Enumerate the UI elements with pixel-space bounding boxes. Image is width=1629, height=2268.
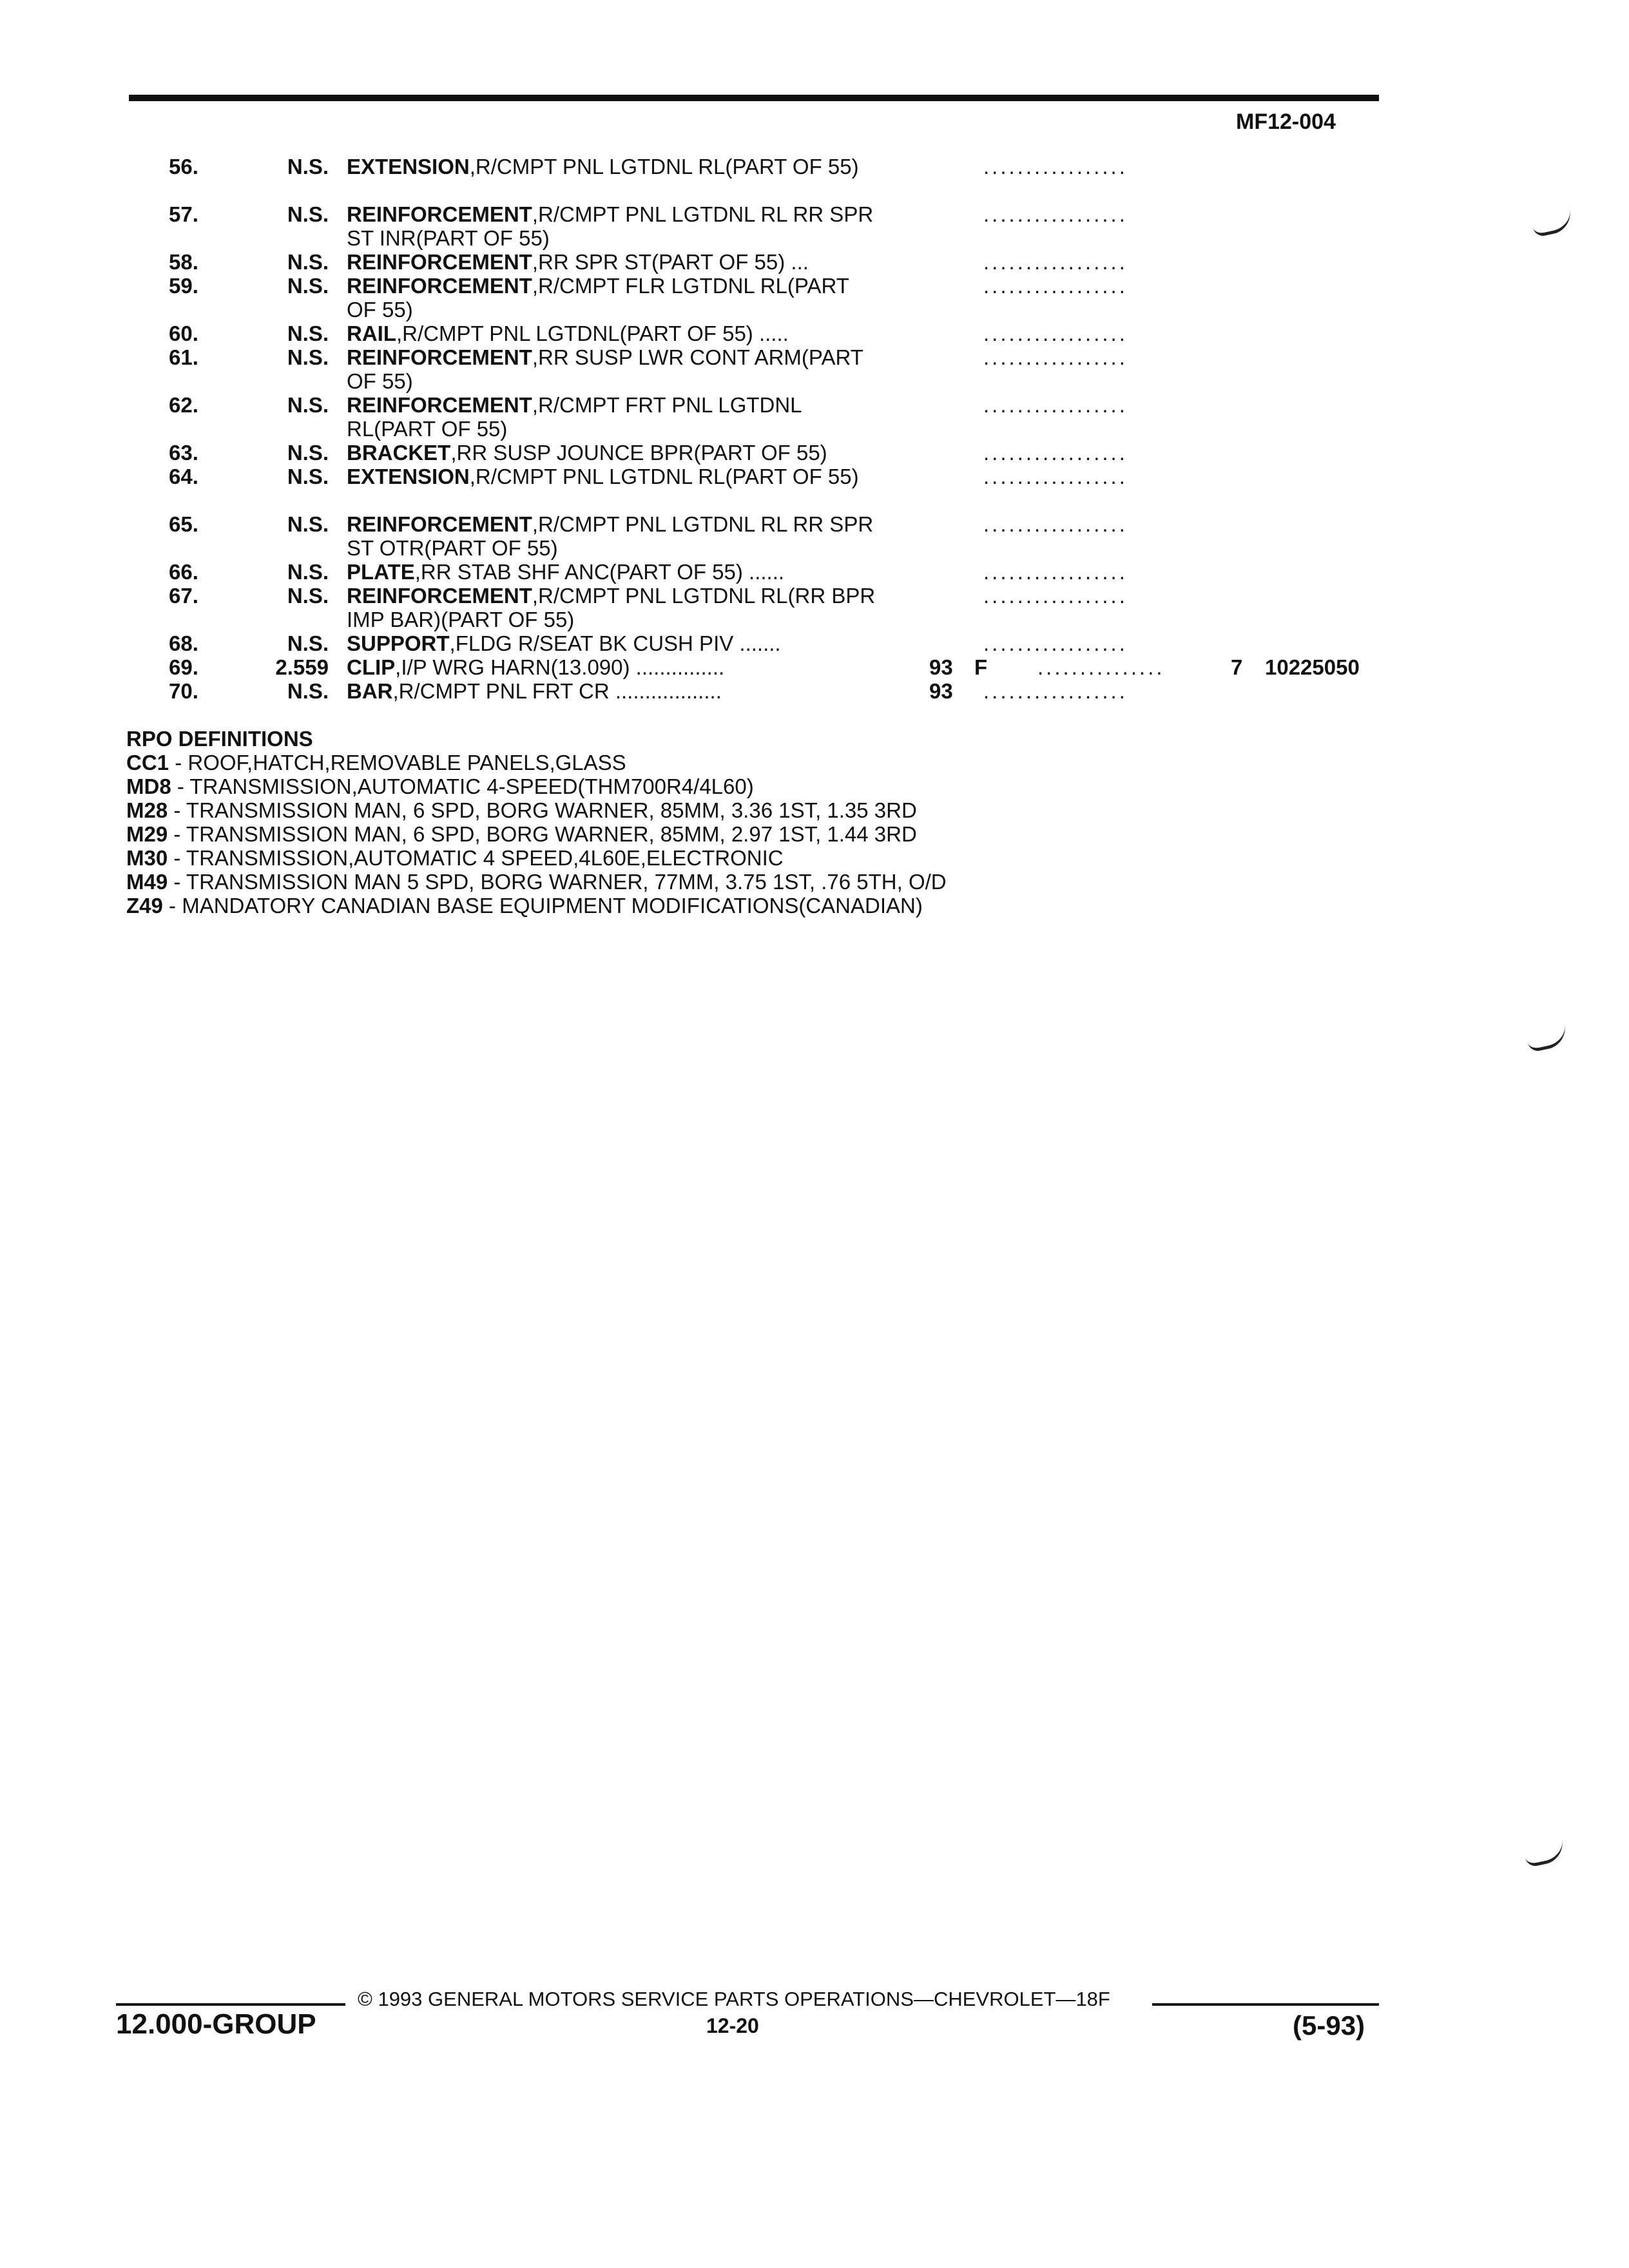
- item-quantity: N.S.: [287, 155, 329, 178]
- part-number: 10225050: [1265, 655, 1360, 679]
- rpo-line: [126, 870, 947, 894]
- leader-dots: .................: [983, 322, 1128, 345]
- leader-dots: .................: [983, 584, 1128, 608]
- item-detail: ,I/P WRG HARN(13.090) ...............: [395, 655, 725, 679]
- leader-dots: .................: [983, 274, 1128, 298]
- item-name: REINFORCEMENT: [347, 250, 532, 274]
- part-row: [0, 631, 1629, 655]
- item-description: [347, 655, 882, 679]
- item-number: 68.: [169, 631, 198, 655]
- leader-dots: .................: [983, 679, 1128, 703]
- leader-dots: .................: [983, 345, 1128, 369]
- part-row: [0, 679, 1629, 703]
- item-description: [347, 345, 882, 393]
- item-description: [347, 274, 882, 322]
- item-quantity: N.S.: [287, 631, 329, 655]
- rpo-code: M28: [126, 798, 168, 822]
- item-quantity: N.S.: [287, 465, 329, 488]
- item-detail: ,RR SPR ST(PART OF 55) ...: [532, 250, 809, 274]
- item-number: 66.: [169, 560, 198, 584]
- leader-dots: ...............: [1037, 655, 1165, 679]
- item-name: BAR: [347, 679, 393, 703]
- item-quantity: N.S.: [287, 679, 329, 703]
- item-quantity: N.S.: [287, 345, 329, 369]
- item-name: RAIL: [347, 322, 396, 345]
- item-description: [347, 322, 882, 345]
- leader-dots: .................: [983, 155, 1128, 178]
- item-code: 7: [1231, 655, 1243, 679]
- item-name: SUPPORT: [347, 631, 450, 655]
- rpo-text: - MANDATORY CANADIAN BASE EQUIPMENT MODIFICATIONS(CANADIAN): [162, 894, 923, 918]
- item-number: 57.: [169, 202, 198, 226]
- part-row: [0, 393, 1629, 441]
- item-description: [347, 512, 882, 560]
- item-name: REINFORCEMENT: [347, 512, 532, 536]
- item-detail: ,R/CMPT PNL LGTDNL RL(RR BPR IMP BAR)(PART OF 55): [347, 584, 876, 631]
- item-description: [347, 441, 882, 465]
- footer-date: (5-93): [1293, 2010, 1365, 2041]
- item-name: EXTENSION: [347, 155, 470, 178]
- rpo-code: Z49: [126, 894, 163, 918]
- item-number: 56.: [169, 155, 198, 178]
- item-detail: ,R/CMPT PNL LGTDNL RL(PART OF 55): [469, 155, 859, 178]
- item-number: 64.: [169, 465, 198, 488]
- rpo-title: RPO DEFINITIONS: [126, 727, 313, 751]
- rpo-line: [126, 798, 947, 822]
- item-name: REINFORCEMENT: [347, 584, 532, 608]
- leader-dots: .................: [983, 631, 1128, 655]
- rpo-items: [126, 751, 947, 918]
- item-number: 67.: [169, 584, 198, 608]
- footer-rule-right: [1152, 2003, 1379, 2006]
- rpo-text: - TRANSMISSION MAN, 6 SPD, BORG WARNER, 85MM, 3.36 1ST, 1.35 3RD: [168, 798, 917, 822]
- item-flag: F: [974, 655, 988, 679]
- item-description: [347, 155, 882, 178]
- rpo-line: [126, 774, 947, 798]
- item-number: 69.: [169, 655, 198, 679]
- item-name: REINFORCEMENT: [347, 393, 532, 417]
- item-number: 58.: [169, 250, 198, 274]
- item-number: 60.: [169, 322, 198, 345]
- item-detail: ,FLDG R/SEAT BK CUSH PIV .......: [449, 631, 781, 655]
- rpo-text: - TRANSMISSION MAN 5 SPD, BORG WARNER, 77MM, 3.75 1ST, .76 5TH, O/D: [168, 870, 947, 894]
- item-number: 70.: [169, 679, 198, 703]
- part-row: [0, 465, 1629, 512]
- leader-dots: .................: [983, 250, 1128, 274]
- item-name: REINFORCEMENT: [347, 202, 532, 226]
- part-row: [0, 322, 1629, 345]
- rpo-line: [126, 751, 947, 774]
- item-detail: ,R/CMPT PNL LGTDNL RL RR SPR ST OTR(PART OF 55): [347, 512, 874, 560]
- item-detail: ,RR SUSP LWR CONT ARM(PART OF 55): [347, 345, 863, 393]
- part-row: [0, 560, 1629, 584]
- item-detail: ,R/CMPT PNL FRT CR ..................: [392, 679, 722, 703]
- item-quantity: N.S.: [287, 560, 329, 584]
- rpo-definitions: [126, 727, 947, 918]
- part-row: [0, 655, 1629, 679]
- document-code: MF12-004: [1236, 110, 1336, 134]
- item-description: [347, 631, 882, 655]
- rpo-text: - ROOF,HATCH,REMOVABLE PANELS,GLASS: [169, 751, 626, 774]
- part-row: [0, 155, 1629, 202]
- part-row: [0, 250, 1629, 274]
- item-detail: ,RR SUSP JOUNCE BPR(PART OF 55): [450, 441, 827, 465]
- item-description: [347, 202, 882, 250]
- item-quantity: N.S.: [287, 441, 329, 465]
- item-quantity: N.S.: [287, 202, 329, 226]
- leader-dots: .................: [983, 512, 1128, 536]
- parts-list: [0, 155, 1629, 703]
- footer-rule-left: [116, 2003, 345, 2006]
- item-name: BRACKET: [347, 441, 451, 465]
- item-detail: ,RR STAB SHF ANC(PART OF 55) ......: [414, 560, 785, 584]
- item-number: 61.: [169, 345, 198, 369]
- item-quantity: N.S.: [287, 393, 329, 417]
- leader-dots: .................: [983, 393, 1128, 417]
- item-name: REINFORCEMENT: [347, 274, 532, 298]
- part-row: [0, 512, 1629, 560]
- item-detail: ,R/CMPT PNL LGTDNL RL(PART OF 55): [469, 465, 859, 488]
- item-number: 62.: [169, 393, 198, 417]
- item-detail: ,R/CMPT PNL LGTDNL RL RR SPR ST INR(PART OF 55): [347, 202, 874, 250]
- item-description: [347, 584, 882, 631]
- rpo-code: M30: [126, 846, 168, 870]
- rpo-line: [126, 846, 947, 870]
- rpo-line: [126, 894, 947, 918]
- item-quantity: N.S.: [287, 250, 329, 274]
- binder-mark: [1523, 1839, 1566, 1868]
- item-year: 93: [929, 655, 953, 679]
- rpo-text: - TRANSMISSION MAN, 6 SPD, BORG WARNER, 85MM, 2.97 1ST, 1.44 3RD: [168, 822, 917, 846]
- leader-dots: .................: [983, 560, 1128, 584]
- top-rule: [129, 95, 1379, 101]
- item-detail: ,R/CMPT PNL LGTDNL(PART OF 55) .....: [396, 322, 789, 345]
- item-number: 59.: [169, 274, 198, 298]
- item-name: PLATE: [347, 560, 415, 584]
- leader-dots: .................: [983, 441, 1128, 465]
- rpo-text: - TRANSMISSION,AUTOMATIC 4 SPEED,4L60E,ELECTRONIC: [168, 846, 784, 870]
- item-detail: ,R/CMPT FLR LGTDNL RL(PART OF 55): [347, 274, 849, 322]
- footer-copyright: © 1993 GENERAL MOTORS SERVICE PARTS OPERATIONS—CHEVROLET—18F: [358, 1988, 1110, 2010]
- item-quantity: N.S.: [287, 512, 329, 536]
- item-name: CLIP: [347, 655, 396, 679]
- item-number: 63.: [169, 441, 198, 465]
- rpo-text: - TRANSMISSION,AUTOMATIC 4-SPEED(THM700R4/4L60): [171, 774, 754, 798]
- rpo-code: MD8: [126, 774, 171, 798]
- item-detail: ,R/CMPT FRT PNL LGTDNL RL(PART OF 55): [347, 393, 802, 441]
- leader-dots: .................: [983, 465, 1128, 488]
- part-row: [0, 441, 1629, 465]
- rpo-code: CC1: [126, 751, 169, 774]
- leader-dots: .................: [983, 202, 1128, 226]
- item-description: [347, 560, 882, 584]
- binder-mark: [1525, 1024, 1569, 1053]
- item-description: [347, 679, 882, 703]
- item-year: 93: [929, 679, 953, 703]
- rpo-line: [126, 822, 947, 846]
- part-row: [0, 274, 1629, 322]
- item-name: REINFORCEMENT: [347, 345, 532, 369]
- footer-page-number: 12-20: [706, 2014, 759, 2037]
- part-row: [0, 202, 1629, 250]
- item-name: EXTENSION: [347, 465, 470, 488]
- footer-group: 12.000-GROUP: [116, 2008, 316, 2040]
- item-quantity: N.S.: [287, 274, 329, 298]
- item-description: [347, 250, 882, 274]
- item-description: [347, 465, 882, 488]
- item-quantity: N.S.: [287, 322, 329, 345]
- rpo-code: M29: [126, 822, 168, 846]
- item-quantity: 2.559: [275, 655, 329, 679]
- part-row: [0, 584, 1629, 631]
- part-row: [0, 345, 1629, 393]
- item-number: 65.: [169, 512, 198, 536]
- item-quantity: N.S.: [287, 584, 329, 608]
- rpo-code: M49: [126, 870, 168, 894]
- item-description: [347, 393, 882, 441]
